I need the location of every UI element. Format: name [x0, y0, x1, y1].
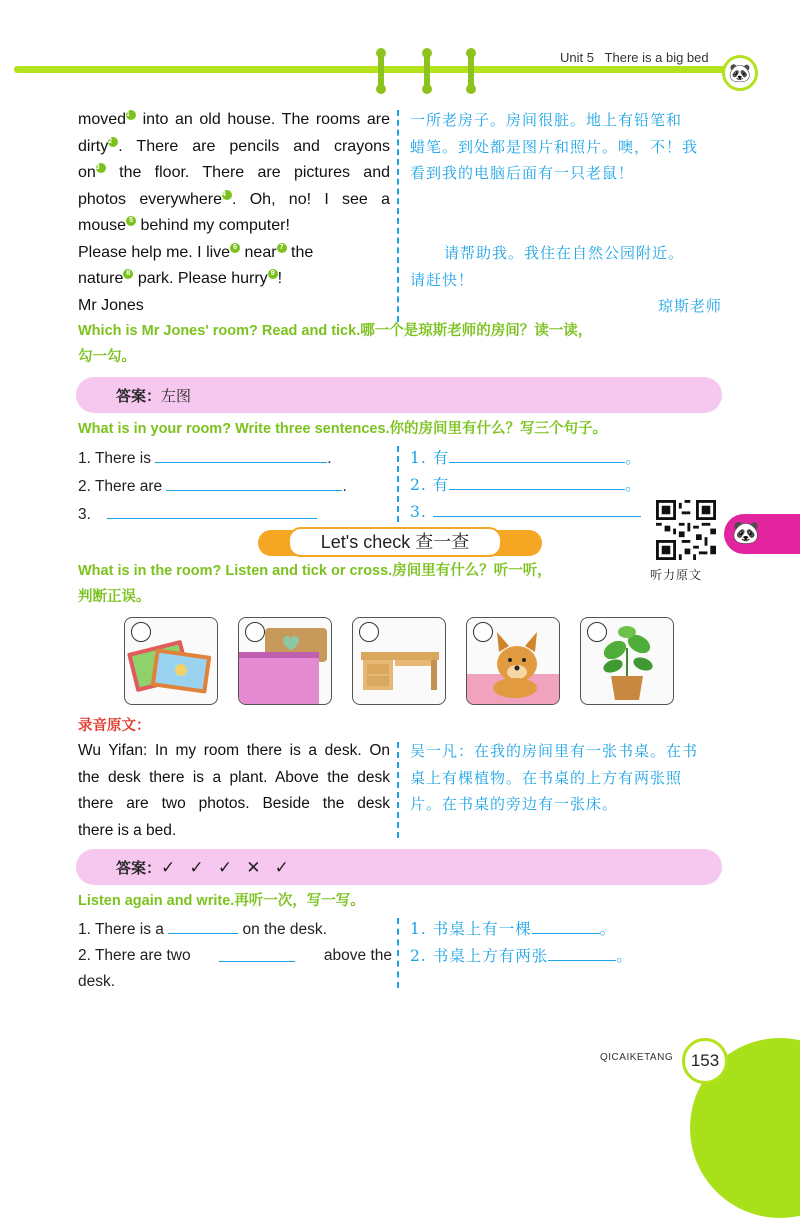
divider — [397, 446, 399, 522]
question-1: Which is Mr Jones' room? Read and tick.哪一个是琼斯老师的房间？读一读， 勾一勾。 — [78, 323, 593, 365]
letter-zh-2: 请帮助我。我住在自然公园附近。 请赶快！ 琼斯老师 — [410, 240, 722, 320]
answer-blank[interactable] — [107, 500, 317, 519]
answer-blank[interactable] — [449, 471, 625, 490]
letter-en-rest: mouse 5 behind my computer! Please help me. I live 6 near 7 the nature 8 park. Please hurry 9 ! Mr Jones — [78, 213, 390, 319]
section-title: Let's check 查一查 — [288, 527, 502, 557]
panda-badge-icon: 🐼 — [722, 55, 758, 91]
question-2: What is in your room? Write three sentences.你的房间里有什么？写三个句子。 — [78, 421, 608, 437]
transcript-zh: 吴一凡：在我的房间里有一张书桌。在书 桌上有棵植物。在书桌的上方有两张照 片。在书桌的旁边有一张床。 — [410, 742, 699, 813]
qr-label: 听力原文 — [650, 568, 703, 582]
binder-pin — [378, 52, 384, 90]
side-tab — [724, 514, 800, 554]
answer-blank[interactable] — [433, 498, 641, 517]
unit-title: Unit 5 There is a big bed — [560, 50, 709, 65]
page-number: 153 — [682, 1038, 728, 1084]
divider — [397, 110, 399, 322]
panda-icon: 🐼 — [732, 520, 760, 545]
letter-signature: Mr Jones — [78, 296, 144, 314]
header-bar — [14, 66, 754, 73]
picture-bed[interactable] — [238, 617, 332, 705]
letter-zh: 一所老房子。房间很脏。地上有铅笔和 蜡笔。到处都是图片和照片。噢，不！我 看到我的电脑后面有一只老鼠！ — [410, 111, 699, 182]
answer-circle[interactable] — [359, 622, 379, 642]
answer-circle[interactable] — [131, 622, 151, 642]
answer-blank[interactable] — [219, 943, 295, 962]
binder-pin — [424, 52, 430, 90]
q2-zh-lines: 1. 有 。 2. 有 。 3. — [410, 444, 650, 525]
answer-circle[interactable] — [473, 622, 493, 642]
q2-en-lines: 1. There is . 2. There are . 3. — [78, 444, 388, 528]
answer-box-2: 答案：✓ ✓ ✓ ✕ ✓ — [76, 849, 722, 885]
letter-zh-signature: 琼斯老师 — [657, 297, 722, 315]
answer-blank[interactable] — [532, 915, 600, 934]
answer-circle[interactable] — [245, 622, 265, 642]
transcript-en: Wu Yifan: In my room there is a desk. On the desk there is a plant. Above the desk there are two photos. Beside the desk — [78, 742, 390, 812]
q3-zh-lines: 1. 书桌上有一棵 。 2. 书桌上方有两张 。 — [410, 915, 730, 969]
answer-blank[interactable] — [155, 444, 327, 463]
answer-circle[interactable] — [587, 622, 607, 642]
answer-blank[interactable] — [166, 472, 342, 491]
brand-label: QICAIKETANG — [600, 1052, 674, 1063]
q3-en-lines: 1. There is a on the desk. 2. There are two above the desk. — [78, 915, 392, 995]
answer-blank[interactable] — [449, 444, 625, 463]
letter-en: moved1 into an old house. The rooms are dirty2 . There are pencils and crayons on3 the floor. There are pictures and photos everywhere4 . Oh, no! I see a — [78, 111, 390, 208]
binder-pin — [468, 52, 474, 90]
question-3: Listen again and write.再听一次，写一写。 — [78, 893, 365, 909]
transcript-heading: 录音原文： — [78, 718, 151, 734]
answer-box-1: 答案：左图 — [76, 377, 722, 413]
picture-photos[interactable] — [124, 617, 218, 705]
answer-blank[interactable] — [548, 942, 616, 961]
question-check: What is in the room? Listen and tick or cross.房间里有什么？听一听， 判断正误。 — [78, 563, 552, 605]
picture-plant[interactable] — [580, 617, 674, 705]
transcript-en-last: there is a bed. — [78, 822, 177, 839]
divider — [397, 918, 399, 988]
answer-blank[interactable] — [168, 915, 238, 934]
divider — [397, 742, 399, 838]
qr-code-icon[interactable] — [656, 500, 716, 560]
picture-desk[interactable] — [352, 617, 446, 705]
picture-dog[interactable] — [466, 617, 560, 705]
